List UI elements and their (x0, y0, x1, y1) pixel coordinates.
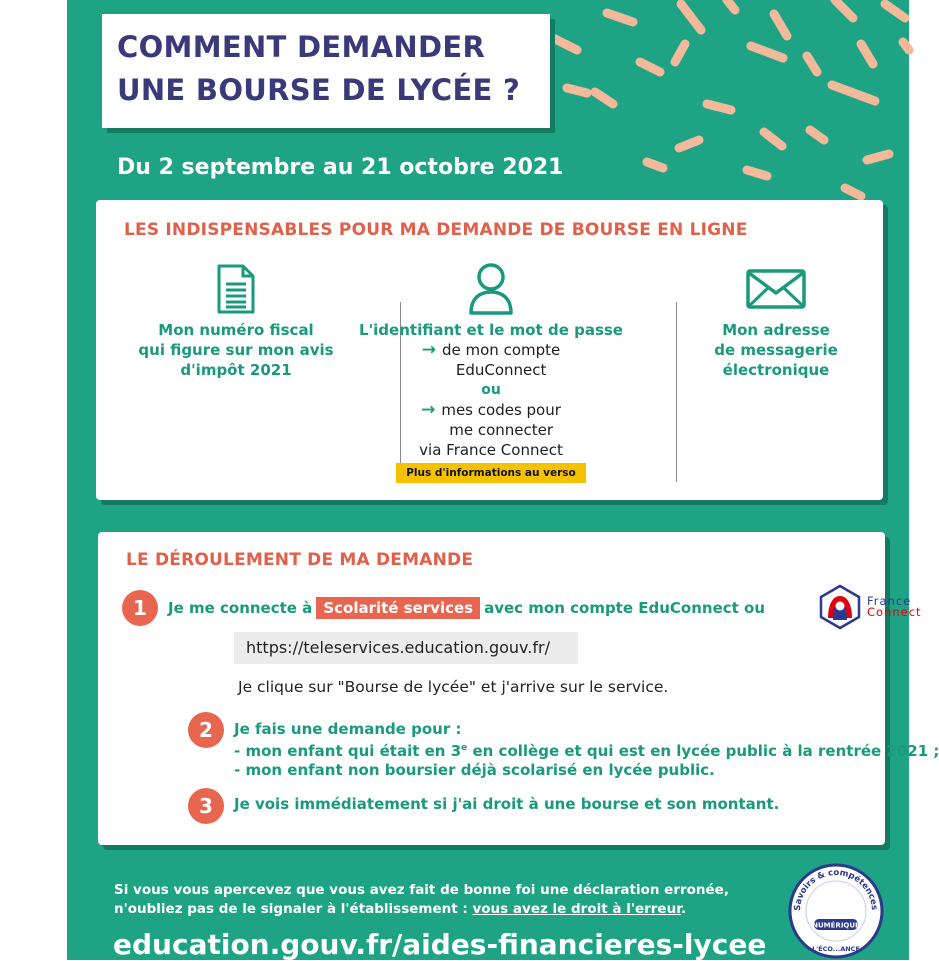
step-1-instruction: Je clique sur "Bourse de lycée" et j'arrive sur le service. (238, 678, 669, 696)
franceconnect-option (356, 400, 626, 440)
educonnect-line-1: de mon compte (442, 341, 561, 359)
step-3-number: 3 (188, 788, 224, 824)
step-2-item-2: - mon enfant non boursier déjà scolarisé en lycée public. (234, 761, 715, 779)
franceconnect-logo-line-2: Connect (867, 605, 922, 619)
franceconnect-logo-icon[interactable] (817, 584, 863, 630)
educonnect-line-2: EduConnect (455, 361, 547, 379)
process-heading: LE DÉROULEMENT DE MA DEMANDE (126, 550, 474, 570)
franceconnect-line-2: me connecter (449, 421, 554, 439)
footer-url[interactable]: education.gouv.fr/aides-financieres-lycee (113, 928, 767, 961)
scolarite-services-link[interactable]: Scolarité services (316, 597, 480, 619)
step-2-item-1-pre: - mon enfant qui était en 3 (234, 742, 462, 760)
footnote-line-1: Si vous vous apercevez que vous avez fait de bonne foi une déclaration erronée, (114, 882, 729, 898)
footnote-line-2-pre: n'oubliez pas de le signaler à l'établissement : (114, 901, 473, 917)
step-2-item-1-post: en collège et qui est en lycée public à la rentrée 2021 ; (467, 742, 939, 760)
fiscal-line-3: d'impôt 2021 (180, 361, 292, 379)
teleservices-url[interactable]: https://teleservices.education.gouv.fr/ (234, 632, 578, 664)
more-info-badge: Plus d'informations au verso (396, 463, 586, 483)
title-line-2: UNE BOURSE DE LYCÉE ? (117, 73, 521, 107)
franceconnect-line-1: mes codes pour (441, 401, 561, 419)
franceconnect-logo-line-1: France (867, 594, 912, 608)
step-1-text (168, 599, 765, 618)
step-2-intro: Je fais une demande pour : (234, 720, 462, 738)
envelope-icon (746, 269, 806, 309)
email-column (686, 260, 866, 380)
email-line-2: de messagerie (714, 341, 838, 359)
step-1-number: 1 (122, 590, 158, 626)
educonnect-option (356, 340, 626, 380)
column-divider (676, 302, 677, 482)
requirements-card (96, 200, 883, 500)
franceconnect-logo-text (867, 596, 922, 618)
step-2-text (234, 720, 939, 780)
arrow-right-icon: → (421, 400, 436, 420)
right-to-error-link[interactable]: vous avez le droit à l'erreur (472, 901, 681, 917)
error-footnote (114, 881, 729, 919)
seal-bottom-text: L'ÉCO...ANCE (812, 945, 860, 953)
email-line-1: Mon adresse (722, 321, 830, 339)
fiscal-line-1: Mon numéro fiscal (158, 321, 314, 339)
email-line-3: électronique (722, 361, 830, 379)
fiscal-column (126, 260, 346, 380)
step-2-item-1-sup: e (461, 743, 468, 753)
arrow-right-icon: → (421, 340, 436, 360)
document-icon (216, 264, 256, 314)
process-card (98, 532, 939, 845)
franceconnect-line-3: via France Connect (419, 441, 563, 459)
poster (67, 0, 939, 961)
step-3-text: Je vois immédiatement si j'ai droit à une bourse et son montant. (234, 795, 780, 813)
seal-center-text: NUMÉRIQUE (812, 921, 860, 930)
requirements-heading: LES INDISPENSABLES POUR MA DEMANDE DE BOURSE EN LIGNE (124, 220, 748, 240)
title-box (102, 14, 550, 128)
step-2-number: 2 (188, 712, 224, 748)
user-icon (467, 262, 515, 316)
step-1-before: Je me connecte à (168, 599, 313, 617)
seal-arc-text: Savoirs & compétences (792, 867, 880, 912)
fiscal-line-2: qui figure sur mon avis (138, 341, 334, 359)
identifier-title: L'identifiant et le mot de passe (359, 321, 623, 339)
identifier-column (356, 260, 626, 483)
footnote-line-2-post: . (680, 901, 687, 917)
step-1-after: avec mon compte EduConnect ou (484, 599, 766, 617)
date-range: Du 2 septembre au 21 octobre 2021 (117, 155, 564, 180)
digital-skills-seal (784, 855, 889, 960)
or-label: ou (481, 382, 501, 398)
step-2-item-1 (234, 739, 939, 761)
footnote-line-2 (114, 900, 729, 919)
title-line-1: COMMENT DEMANDER (117, 30, 486, 64)
